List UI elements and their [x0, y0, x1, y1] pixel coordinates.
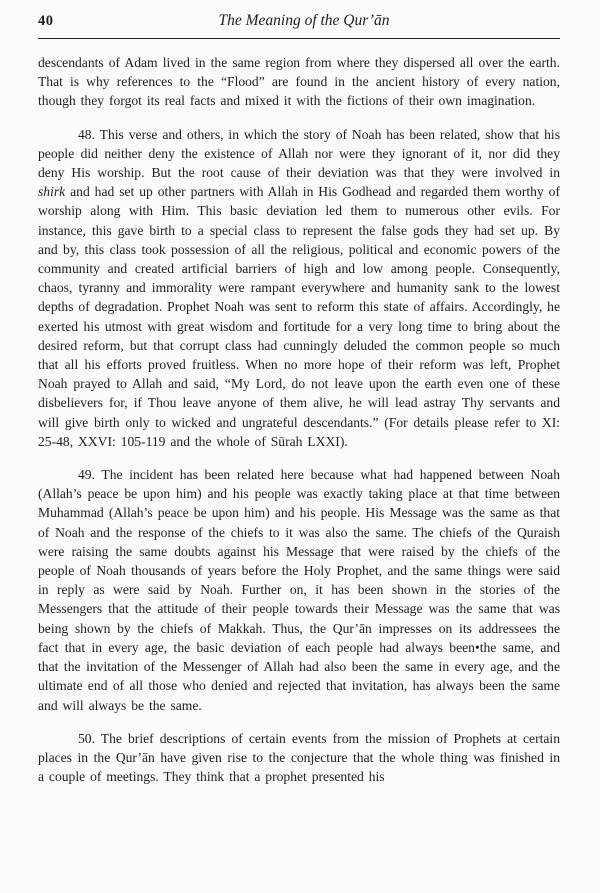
paragraph-48-text-before: 48. This verse and others, in which the story of Noah has been related, show that his people did neither deny the existence of Allah nor were they ignorant of it, nor did they deny His worship. But the root cause of their deviation was that they were involved in — [38, 126, 560, 181]
running-title: The Meaning of the Qur’ān — [218, 12, 390, 29]
page-number: 40 — [38, 13, 54, 29]
paragraph-intro: descendants of Adam lived in the same region from where they dispersed all over the earth. That is why references to the “Flood” are found in the ancient history of every nation, though they forgot its real facts and mixed it with the fictions of their own imagination. — [38, 55, 560, 109]
page-header — [38, 12, 560, 34]
page-body — [38, 53, 560, 786]
paragraph-48 — [38, 125, 560, 451]
paragraph-50: 50. The brief descriptions of certain events from the mission of Prophets at certain places in the Qur’ān have given rise to the conjecture that the whole thing was finished in a couple of meetings. They think that a prophet presented his — [38, 730, 560, 785]
paragraph-48-text-after: and had set up other partners with Allah in His Godhead and regarded them worthy of worship along with Him. This basic deviation led them to numerous other evils. For instance, this gave birth to a special class to represent the false gods they had set up. By and by, this class took possession of all the religious, political and economic powers of the community and created artificial barriers of high and low among people. Consequently, chaos, tyranny and immorality were rampant everywhere and humanity sank to the lowest depths of degradation. Prophet Noah was sent to reform this state of affairs. Accordingly, he exerted his utmost with great wisdom and fortitude for a very long time to bring about the desired reform, but that corrupt class had cunningly deluded the common people so much that all his efforts proved fruitless. When no more hope of their reform was left, Prophet Noah prayed to Allah and said, “My Lord, do not leave upon the earth even one of these disbelievers for, if Thou leave anyone of them alive, he will lead astray Thy servants and will give birth only to wicked and ungrateful descendants.” (For details please refer to XI: 25-48, XXVI: 105-119 and the whole of Sūrah LXXI). — [38, 184, 560, 449]
paragraph-49: 49. The incident has been related here because what had happened between Noah (Allah’s peace be upon him) and his people was exactly taking place at that time between Muhammad (Allah’s peace be upon him) and his people. His Message was the same as that of Noah and the response of the chiefs to it was also the same. The chiefs of the Quraish were raising the same doubts against his Message that were raised by the chiefs of the people of Noah thousands of years before the Holy Prophet, and the same things were said in reply as were said by Noah. Further on, it has been shown in the stories of the Messengers that the attitude of their people towards their Message was the same that was being shown by the chiefs of Makkah. Thus, the Qur’ān impresses on its addressees the fact that in every age, the basic deviation of each people had always been•the same, and that the invitation of the Messenger of Allah had also been the same in every age, and the ultimate end of all those who denied and rejected that invitation, has always been the same and will always be the same. — [38, 467, 560, 713]
header-rule — [38, 38, 560, 39]
shirk-italic-term: shirk — [38, 184, 66, 200]
